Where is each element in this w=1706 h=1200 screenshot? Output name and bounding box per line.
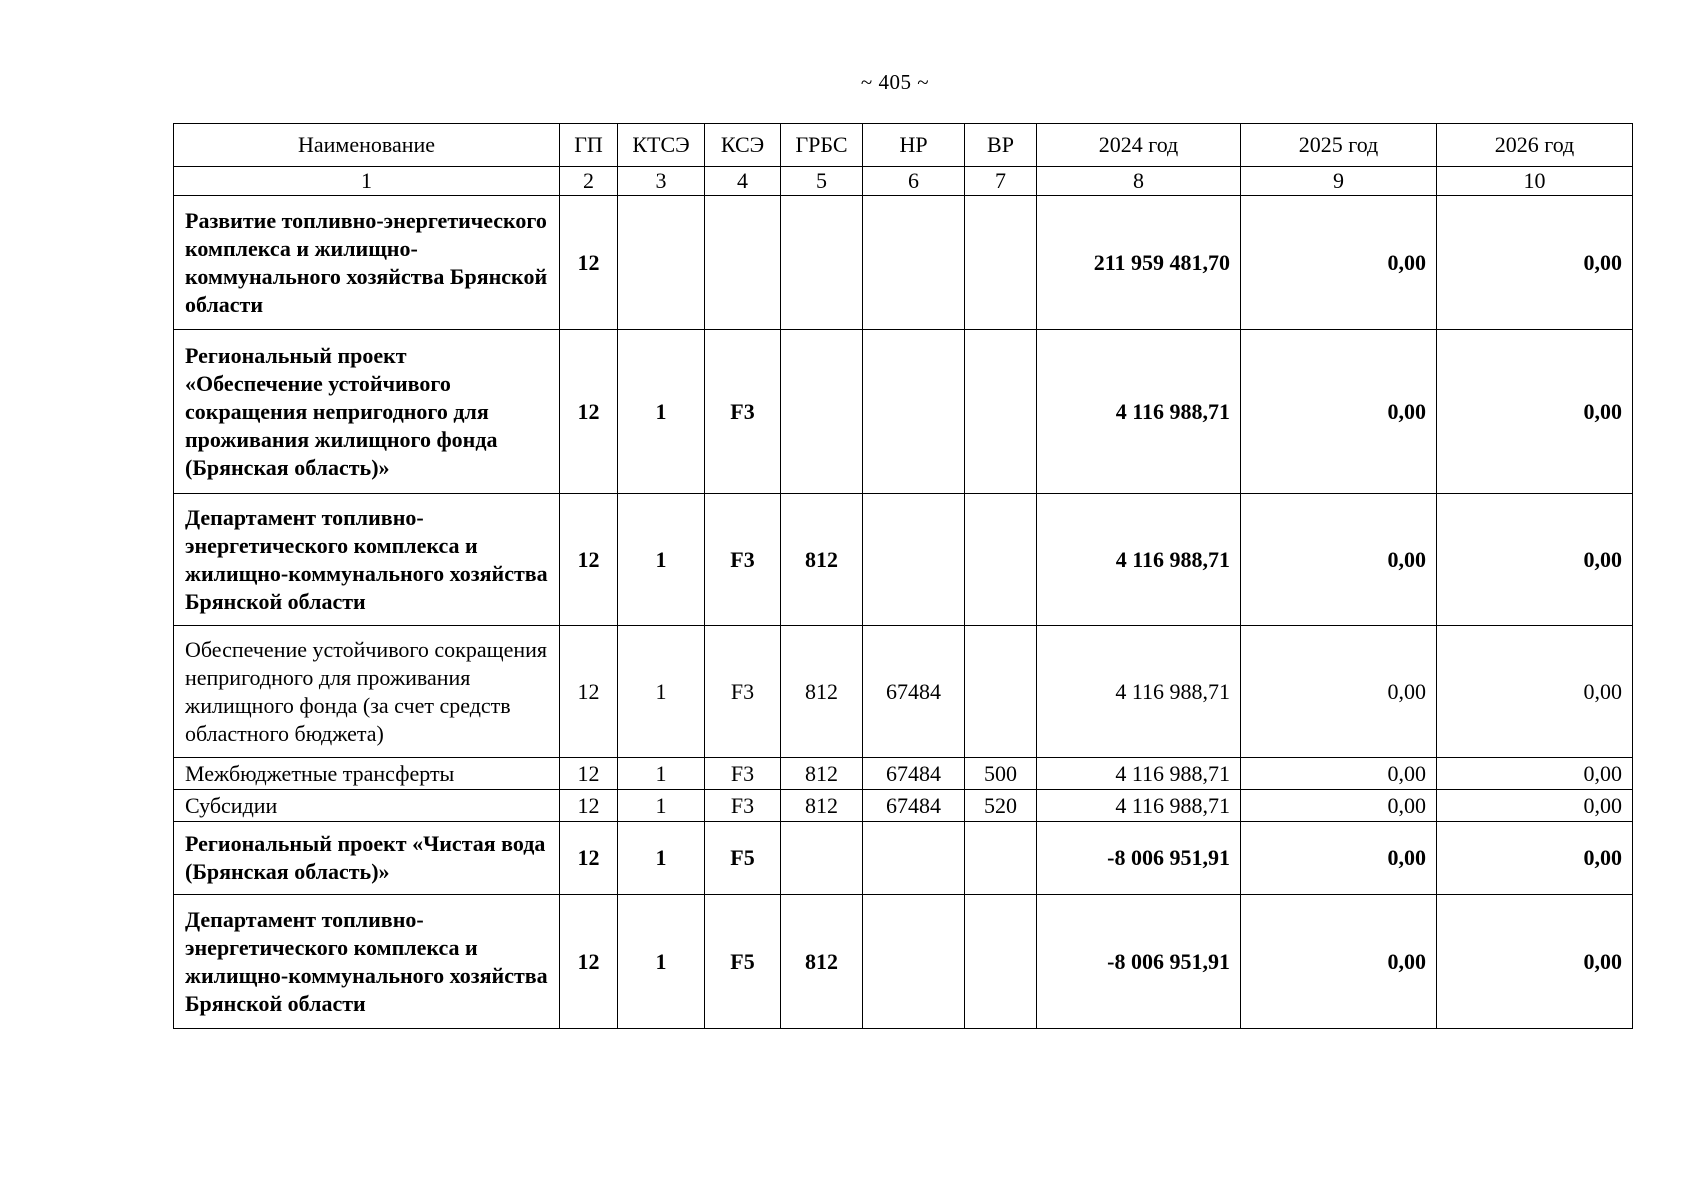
column-number: 2 bbox=[560, 167, 618, 196]
row-vr bbox=[965, 895, 1037, 1029]
row-ktse: 1 bbox=[618, 494, 705, 626]
row-nr bbox=[863, 822, 965, 895]
row-name: Региональный проект «Обеспечение устойчивого сокращения непригодного для проживания жилищного фонда (Брянская область)» bbox=[174, 330, 560, 494]
row-nr: 67484 bbox=[863, 790, 965, 822]
row-amount-2025: 0,00 bbox=[1241, 895, 1437, 1029]
column-number: 10 bbox=[1437, 167, 1633, 196]
column-number: 9 bbox=[1241, 167, 1437, 196]
table-row bbox=[174, 330, 1633, 494]
row-gp: 12 bbox=[560, 790, 618, 822]
row-name: Департамент топливно-энергетического комплекса и жилищно-коммунального хозяйства Брянской области bbox=[174, 494, 560, 626]
row-amount-2026: 0,00 bbox=[1437, 790, 1633, 822]
row-grbs bbox=[781, 196, 863, 330]
header-2025: 2025 год bbox=[1241, 124, 1437, 167]
row-grbs: 812 bbox=[781, 790, 863, 822]
row-kse: F3 bbox=[705, 330, 781, 494]
row-kse: F3 bbox=[705, 758, 781, 790]
row-vr bbox=[965, 330, 1037, 494]
row-kse bbox=[705, 196, 781, 330]
row-nr bbox=[863, 196, 965, 330]
row-grbs: 812 bbox=[781, 626, 863, 758]
row-grbs: 812 bbox=[781, 895, 863, 1029]
row-ktse: 1 bbox=[618, 330, 705, 494]
row-vr: 500 bbox=[965, 758, 1037, 790]
header-2024: 2024 год bbox=[1037, 124, 1241, 167]
row-gp: 12 bbox=[560, 196, 618, 330]
row-vr: 520 bbox=[965, 790, 1037, 822]
header-gp: ГП bbox=[560, 124, 618, 167]
column-number: 8 bbox=[1037, 167, 1241, 196]
row-kse: F3 bbox=[705, 494, 781, 626]
row-nr bbox=[863, 494, 965, 626]
row-name: Развитие топливно-энергетического комплекса и жилищно-коммунального хозяйства Брянской области bbox=[174, 196, 560, 330]
row-gp: 12 bbox=[560, 626, 618, 758]
header-grbs: ГРБС bbox=[781, 124, 863, 167]
row-amount-2026: 0,00 bbox=[1437, 196, 1633, 330]
row-gp: 12 bbox=[560, 494, 618, 626]
row-vr bbox=[965, 196, 1037, 330]
header-name: Наименование bbox=[174, 124, 560, 167]
row-grbs: 812 bbox=[781, 494, 863, 626]
row-grbs bbox=[781, 330, 863, 494]
row-amount-2026: 0,00 bbox=[1437, 626, 1633, 758]
row-name: Департамент топливно-энергетического комплекса и жилищно-коммунального хозяйства Брянской области bbox=[174, 895, 560, 1029]
row-amount-2025: 0,00 bbox=[1241, 758, 1437, 790]
table-row bbox=[174, 494, 1633, 626]
column-number-row bbox=[174, 167, 1633, 196]
column-number: 6 bbox=[863, 167, 965, 196]
column-number: 4 bbox=[705, 167, 781, 196]
row-amount-2026: 0,00 bbox=[1437, 330, 1633, 494]
row-nr: 67484 bbox=[863, 758, 965, 790]
row-kse: F3 bbox=[705, 790, 781, 822]
header-row bbox=[174, 124, 1633, 167]
column-number: 1 bbox=[174, 167, 560, 196]
table-row bbox=[174, 822, 1633, 895]
row-nr bbox=[863, 895, 965, 1029]
header-2026: 2026 год bbox=[1437, 124, 1633, 167]
row-amount-2024: 211 959 481,70 bbox=[1037, 196, 1241, 330]
row-amount-2025: 0,00 bbox=[1241, 822, 1437, 895]
row-vr bbox=[965, 626, 1037, 758]
row-amount-2024: -8 006 951,91 bbox=[1037, 895, 1241, 1029]
row-ktse: 1 bbox=[618, 790, 705, 822]
row-name: Региональный проект «Чистая вода (Брянская область)» bbox=[174, 822, 560, 895]
row-amount-2025: 0,00 bbox=[1241, 626, 1437, 758]
row-vr bbox=[965, 494, 1037, 626]
row-amount-2024: 4 116 988,71 bbox=[1037, 758, 1241, 790]
row-amount-2024: 4 116 988,71 bbox=[1037, 790, 1241, 822]
row-nr bbox=[863, 330, 965, 494]
row-ktse: 1 bbox=[618, 758, 705, 790]
row-amount-2024: 4 116 988,71 bbox=[1037, 330, 1241, 494]
table-row bbox=[174, 758, 1633, 790]
table-row bbox=[174, 790, 1633, 822]
column-number: 5 bbox=[781, 167, 863, 196]
row-amount-2026: 0,00 bbox=[1437, 758, 1633, 790]
row-amount-2025: 0,00 bbox=[1241, 330, 1437, 494]
budget-table bbox=[173, 123, 1633, 1029]
row-ktse: 1 bbox=[618, 626, 705, 758]
row-grbs bbox=[781, 822, 863, 895]
row-kse: F3 bbox=[705, 626, 781, 758]
row-amount-2024: 4 116 988,71 bbox=[1037, 494, 1241, 626]
table-row bbox=[174, 626, 1633, 758]
row-gp: 12 bbox=[560, 895, 618, 1029]
row-vr bbox=[965, 822, 1037, 895]
row-gp: 12 bbox=[560, 758, 618, 790]
row-amount-2025: 0,00 bbox=[1241, 494, 1437, 626]
row-amount-2025: 0,00 bbox=[1241, 790, 1437, 822]
row-ktse bbox=[618, 196, 705, 330]
row-amount-2024: 4 116 988,71 bbox=[1037, 626, 1241, 758]
row-name: Межбюджетные трансферты bbox=[174, 758, 560, 790]
row-amount-2026: 0,00 bbox=[1437, 895, 1633, 1029]
row-amount-2025: 0,00 bbox=[1241, 196, 1437, 330]
header-nr: НР bbox=[863, 124, 965, 167]
row-amount-2024: -8 006 951,91 bbox=[1037, 822, 1241, 895]
row-kse: F5 bbox=[705, 895, 781, 1029]
row-name: Субсидии bbox=[174, 790, 560, 822]
column-number: 7 bbox=[965, 167, 1037, 196]
page-number: ~ 405 ~ bbox=[860, 70, 930, 94]
table-row bbox=[174, 895, 1633, 1029]
header-ktse: КТСЭ bbox=[618, 124, 705, 167]
row-gp: 12 bbox=[560, 330, 618, 494]
row-grbs: 812 bbox=[781, 758, 863, 790]
column-number: 3 bbox=[618, 167, 705, 196]
row-amount-2026: 0,00 bbox=[1437, 822, 1633, 895]
table-row bbox=[174, 196, 1633, 330]
row-nr: 67484 bbox=[863, 626, 965, 758]
row-gp: 12 bbox=[560, 822, 618, 895]
row-amount-2026: 0,00 bbox=[1437, 494, 1633, 626]
row-ktse: 1 bbox=[618, 895, 705, 1029]
row-kse: F5 bbox=[705, 822, 781, 895]
row-ktse: 1 bbox=[618, 822, 705, 895]
header-kse: КСЭ bbox=[705, 124, 781, 167]
header-vr: ВР bbox=[965, 124, 1037, 167]
row-name: Обеспечение устойчивого сокращения непригодного для проживания жилищного фонда (за счет средств областного бюджета) bbox=[174, 626, 560, 758]
